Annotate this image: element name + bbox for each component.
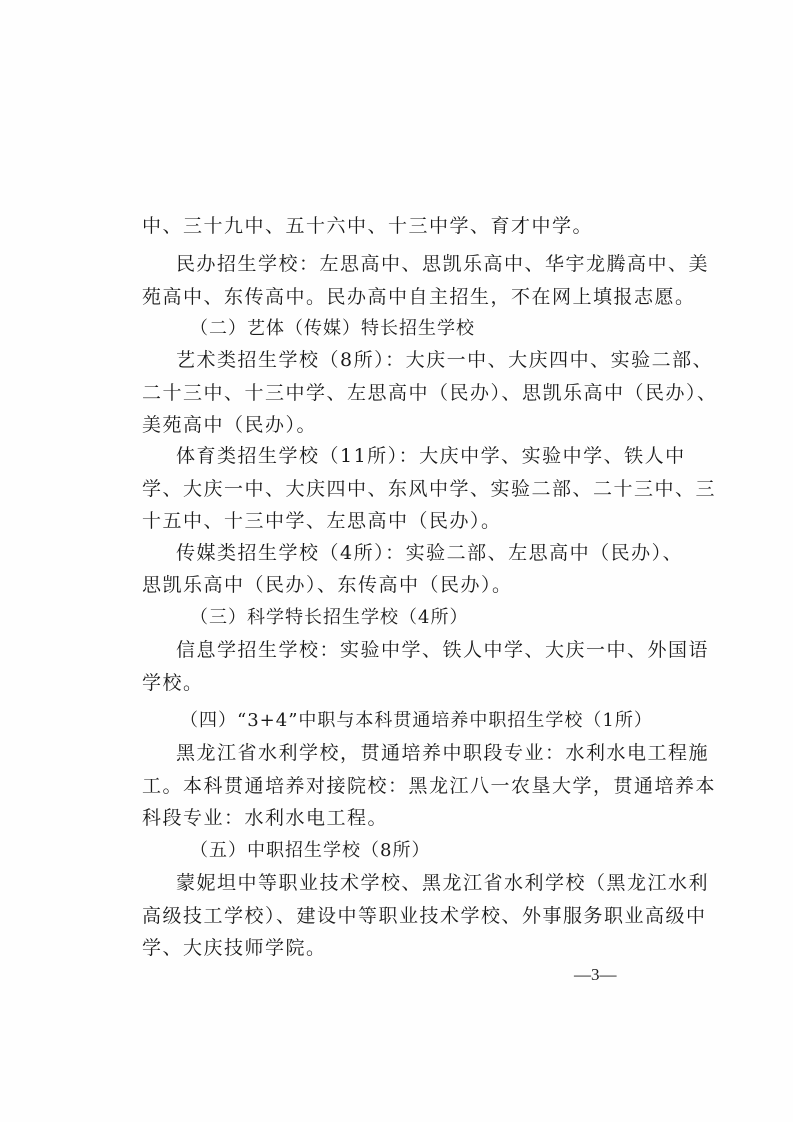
body-text-line: 传媒类招生学校（4所）：实验二部、左思高中（民办）、 xyxy=(176,542,684,564)
body-text-line: 美苑高中（民办）。 xyxy=(142,414,318,436)
section-heading: （二）艺体（传媒）特长招生学校 xyxy=(190,318,475,339)
section-heading: （五）中职招生学校（8所） xyxy=(190,840,431,861)
body-text-line: 中、三十九中、五十六中、十三中学、育才中学。 xyxy=(142,215,594,237)
section-heading: （四）“3+4”中职与本科贯通培养中职招生学校（1所） xyxy=(180,710,653,731)
section-heading: （三）科学特长招生学校（4所） xyxy=(190,607,469,628)
body-text-line: 蒙妮坦中等职业技术学校、黑龙江省水利学校（黑龙江水利 xyxy=(176,872,710,894)
body-text-line: 学校。 xyxy=(142,672,204,694)
body-text-line: 黑龙江省水利学校，贯通培养中职段专业：水利水电工程施 xyxy=(176,742,710,764)
body-text-line: 体育类招生学校（11所）：大庆中学、实验中学、铁人中 xyxy=(176,445,686,467)
body-text-line: 十五中、十三中学、左思高中（民办）。 xyxy=(142,510,502,532)
body-text-line: 二十三中、十三中学、左思高中（民办）、思凯乐高中（民办）、 xyxy=(142,382,718,404)
page-number: —3— xyxy=(574,965,617,984)
body-text-line: 学、大庆一中、大庆四中、东风中学、实验二部、二十三中、三 xyxy=(142,478,717,500)
body-text-line: 信息学招生学校：实验中学、铁人中学、大庆一中、外国语 xyxy=(176,639,710,661)
body-text-line: 科段专业：水利水电工程。 xyxy=(142,807,389,829)
body-text-line: 苑高中、东传高中。民办高中自主招生，不在网上填报志愿。 xyxy=(142,286,696,308)
body-text-line: 思凯乐高中（民办）、东传高中（民办）。 xyxy=(142,574,513,596)
body-text-line: 学、大庆技师学院。 xyxy=(142,937,327,959)
body-text-line: 艺术类招生学校（8所）：大庆一中、大庆四中、实验二部、 xyxy=(176,349,714,371)
body-text-line: 民办招生学校：左思高中、思凯乐高中、华宇龙腾高中、美 xyxy=(176,253,710,275)
body-text-line: 工。本科贯通培养对接院校：黑龙江八一农垦大学，贯通培养本 xyxy=(142,775,717,797)
body-text-line: 高级技工学校）、建设中等职业技术学校、外事服务职业高级中 xyxy=(142,905,707,927)
